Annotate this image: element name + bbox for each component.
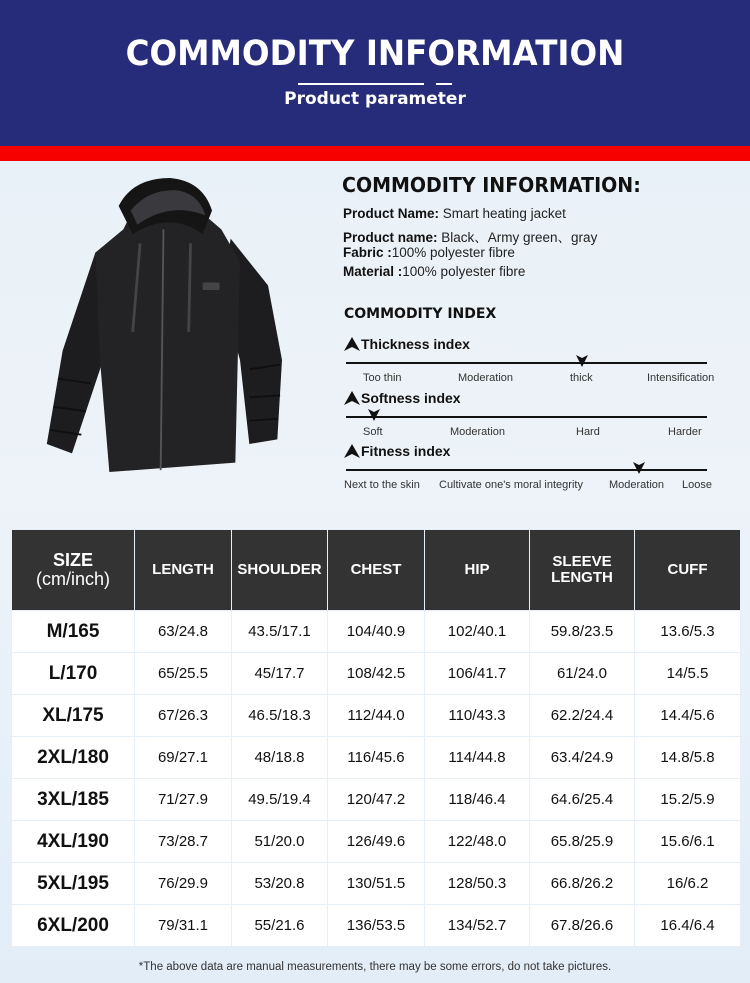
divider-long [298,83,424,85]
marker-down-icon [576,355,588,367]
fitness-index-label: Fitness index [344,443,450,459]
info-row: Material :100% polyester fibre [343,264,526,279]
fitness-option: Cultivate one's moral integrity [439,479,583,491]
marker-down-icon [368,409,380,421]
thickness-option: Too thin [363,372,402,384]
column-header-chest: CHEST [328,530,425,611]
fitness-option: Loose [682,479,712,491]
table-row: 4XL/190 73/28.7 51/20.0 126/49.6 122/48.0 65.8/25.9 15.6/6.1 [12,821,741,863]
page-subtitle: Product parameter [284,89,466,109]
table-row: L/170 65/25.5 45/17.7 108/42.5 106/41.7 61/24.0 14/5.5 [12,653,741,695]
size-table [11,529,741,947]
column-header-sleeve-length: SLEEVE LENGTH [530,530,635,611]
info-row: Product name: Black、Army green、gray [343,230,598,245]
info-row: Product Name: Smart heating jacket [343,206,566,221]
arrow-up-icon [344,444,360,458]
softness-option: Hard [576,426,600,438]
divider-short [436,83,452,85]
thickness-index-bar [346,362,707,364]
table-row: M/165 63/24.8 43.5/17.1 104/40.9 102/40.1 59.8/23.5 13.6/5.3 [12,611,741,653]
table-row: 5XL/195 76/29.9 53/20.8 130/51.5 128/50.3 66.8/26.2 16/6.2 [12,863,741,905]
accent-band [0,146,750,161]
softness-index-bar [346,416,707,418]
info-title: COMMODITY INFORMATION: [342,173,641,197]
header-banner [0,0,750,146]
marker-down-icon [633,462,645,474]
column-header-hip: HIP [425,530,530,611]
table-row: 6XL/200 79/31.1 55/21.6 136/53.5 134/52.7 67.8/26.6 16.4/6.4 [12,905,741,947]
index-title: COMMODITY INDEX [344,306,497,322]
softness-option: Harder [668,426,702,438]
footnote: *The above data are manual measurements, there may be some errors, do not take pictures. [138,961,612,973]
page-title: COMMODITY INFORMATION [125,34,625,74]
fitness-option: Next to the skin [344,479,420,491]
softness-option: Soft [363,426,383,438]
softness-option: Moderation [450,426,506,438]
thickness-option: thick [570,372,593,384]
thickness-index-label: Thickness index [344,336,470,352]
arrow-up-icon [344,337,360,351]
arrow-up-icon [344,391,360,405]
column-header-length: LENGTH [135,530,232,611]
thickness-option: Moderation [458,372,514,384]
column-header-cuff: CUFF [635,530,741,611]
fitness-index-bar [346,469,707,471]
column-header-shoulder: SHOULDER [232,530,328,611]
column-header-size: SIZE (cm/inch) [12,530,135,611]
table-row: XL/175 67/26.3 46.5/18.3 112/44.0 110/43.3 62.2/24.4 14.4/5.6 [12,695,741,737]
fitness-option: Moderation [609,479,665,491]
table-row: 3XL/185 71/27.9 49.5/19.4 120/47.2 118/46.4 64.6/25.4 15.2/5.9 [12,779,741,821]
table-row: 2XL/180 69/27.1 48/18.8 116/45.6 114/44.8 63.4/24.9 14.8/5.8 [12,737,741,779]
softness-index-label: Softness index [344,390,461,406]
table-header-row [12,530,741,611]
jacket-image [30,172,310,492]
thickness-option: Intensification [647,372,715,384]
info-row: Fabric :100% polyester fibre [343,245,515,260]
